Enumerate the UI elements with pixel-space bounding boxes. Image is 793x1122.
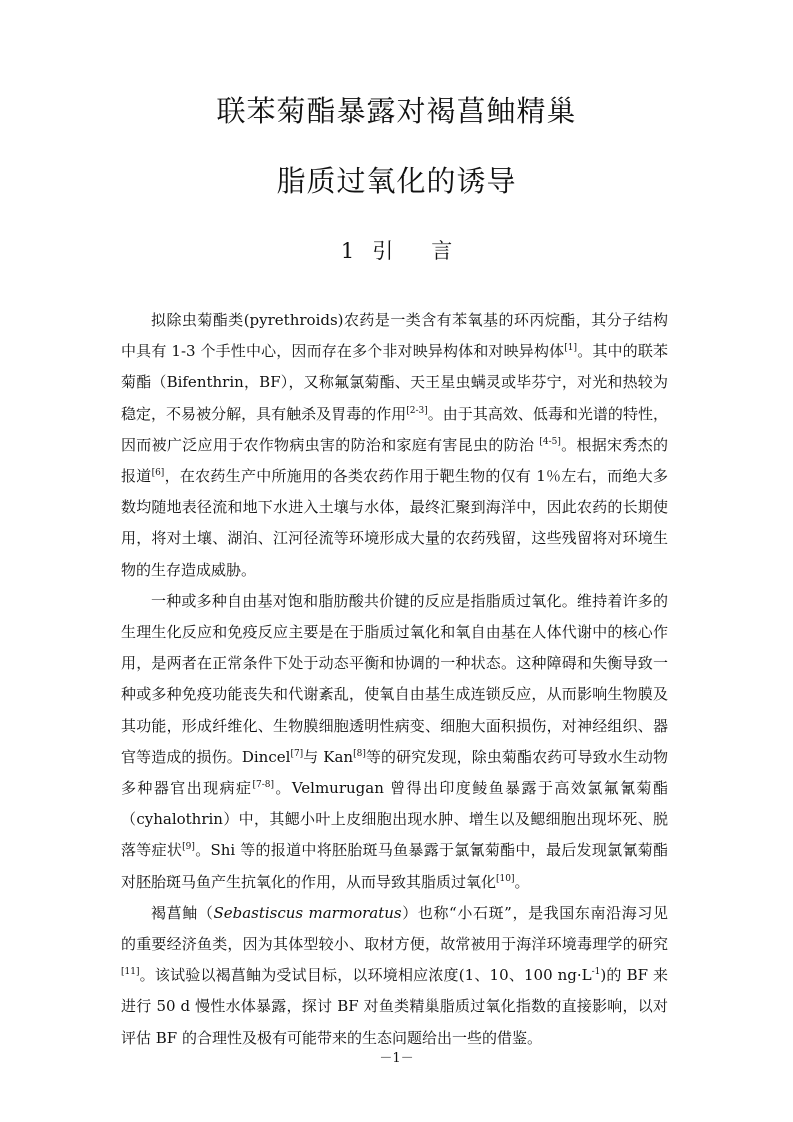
citation-reference: [7-8] — [252, 780, 274, 791]
page-number: －1－ — [379, 1051, 414, 1066]
species-name: Sebastiscus marmoratus — [213, 903, 402, 922]
paragraph-text: 等的研究发现，除虫菊酯农药可导致水生动物多种器官出现病症 — [121, 747, 669, 798]
body-paragraph — [121, 898, 668, 1054]
body-paragraph — [121, 586, 668, 898]
citation-reference: [7] — [290, 748, 304, 759]
citation-reference: [9] — [182, 842, 195, 853]
citation-reference: [4-5] — [539, 436, 561, 447]
section-title-char-2: 言 — [431, 239, 453, 263]
citation-reference: [11] — [121, 967, 140, 978]
citation-reference: [6] — [151, 468, 165, 479]
citation-reference: [2-3] — [406, 405, 428, 416]
section-title-char-1: 引 — [372, 239, 394, 263]
paragraph-text: )的 BF 来进行 50 d 慢性水体暴露，探讨 BF 对鱼类精巢脂质过氧化指数的直接影响，以对评估 BF 的合理性及极有可能带来的生态问题给出一些的借鉴。 — [121, 966, 668, 1047]
paragraph-text: ）也称“小石斑”，是我国东南沿海习见的重要经济鱼类，因为其体型较小、取材方便，故常被用于海洋环境毒理学的研究 — [121, 903, 668, 954]
paragraph-text: 。由于其高效、低毒和光谱的特性，因而被广泛应用于农作物病虫害的防治和家庭有害昆虫的防治 — [121, 404, 668, 454]
paragraph-text: 。该试验以褐菖鲉为受试目标，以环境相应浓度(1、10、100 ng·L — [139, 966, 592, 985]
paragraph-text: 。根据宋秀杰的报道 — [121, 435, 668, 486]
citation-reference: -1 — [591, 967, 601, 978]
section-number: 1 — [340, 239, 355, 263]
document-title-line-1: 联苯菊酯暴露对褐菖鲉精巢 — [216, 94, 577, 128]
paragraph-text: 一种或多种自由基对饱和脂肪酸共价键的反应是指脂质过氧化。维持着许多的生理生化反应和免疫反应主要是在于脂质过氧化和氧自由基在人体代谢中的核心作用，是两者在正常条件下处于动态平衡和协调的一种状态。这种障碍和失衡导致一种或多种免疫功能丧失和代谢紊乱，使氧自由基生成连锁反应，从而影响生物膜及其功能，形成纤维化、生物膜细胞透明性病变、细胞大面积损伤，对神经组织、器官等造成的损伤。Dincel — [121, 591, 668, 766]
paragraph-text: 。其中的联苯菊酯（Bifenthrin，BF），又称氟氯菊酯、天王星虫螨灵或毕芬宁，对光和热较为稳定，不易被分解，具有触杀及胃毒的作用 — [121, 342, 668, 423]
citation-reference: [10] — [496, 873, 515, 884]
paragraph-text: 拟除虫菊酯类(pyrethroids)农药是一类含有苯氧基的环丙烷酯，其分子结构中具有 1-3 个手性中心，因而存在多个非对映异构体和对映异构体 — [121, 311, 668, 361]
paragraph-text: ，在农药生产中所施用的各类农药作用于靶生物的仅有 1％左右，而绝大多数均随地表径流和地下水进入土壤与水体，最终汇聚到海洋中，因此农药的长期使用，将对土壤、湖泊、江河径流等环境形成大量的农药残留，这些残留将对环境生物的生存造成威胁。 — [121, 467, 668, 579]
section-heading — [0, 236, 793, 266]
paragraph-text: 褐菖鲉（ — [151, 903, 214, 922]
paragraph-text: 。Velmurugan 曾得出印度鲮鱼暴露于高效氯氟氰菊酯（cyhalothrin）中，其鳃小叶上皮细胞出现水肿、增生以及鳃细胞出现坏死、脱落等症状 — [121, 779, 668, 860]
paragraph-text: 。 — [514, 872, 530, 891]
citation-reference: [1] — [564, 343, 578, 354]
citation-reference: [8] — [353, 748, 366, 759]
document-title-line-2: 脂质过氧化的诱导 — [276, 164, 517, 198]
body-text — [121, 305, 668, 1054]
paragraph-text: 与 Kan — [303, 747, 354, 766]
body-paragraph — [121, 305, 668, 586]
paragraph-text: 。Shi 等的报道中将胚胎斑马鱼暴露于氯氰菊酯中，最后发现氯氰菊酯对胚胎斑马鱼产生抗氧化的作用，从而导致其脂质过氧化 — [121, 841, 668, 891]
